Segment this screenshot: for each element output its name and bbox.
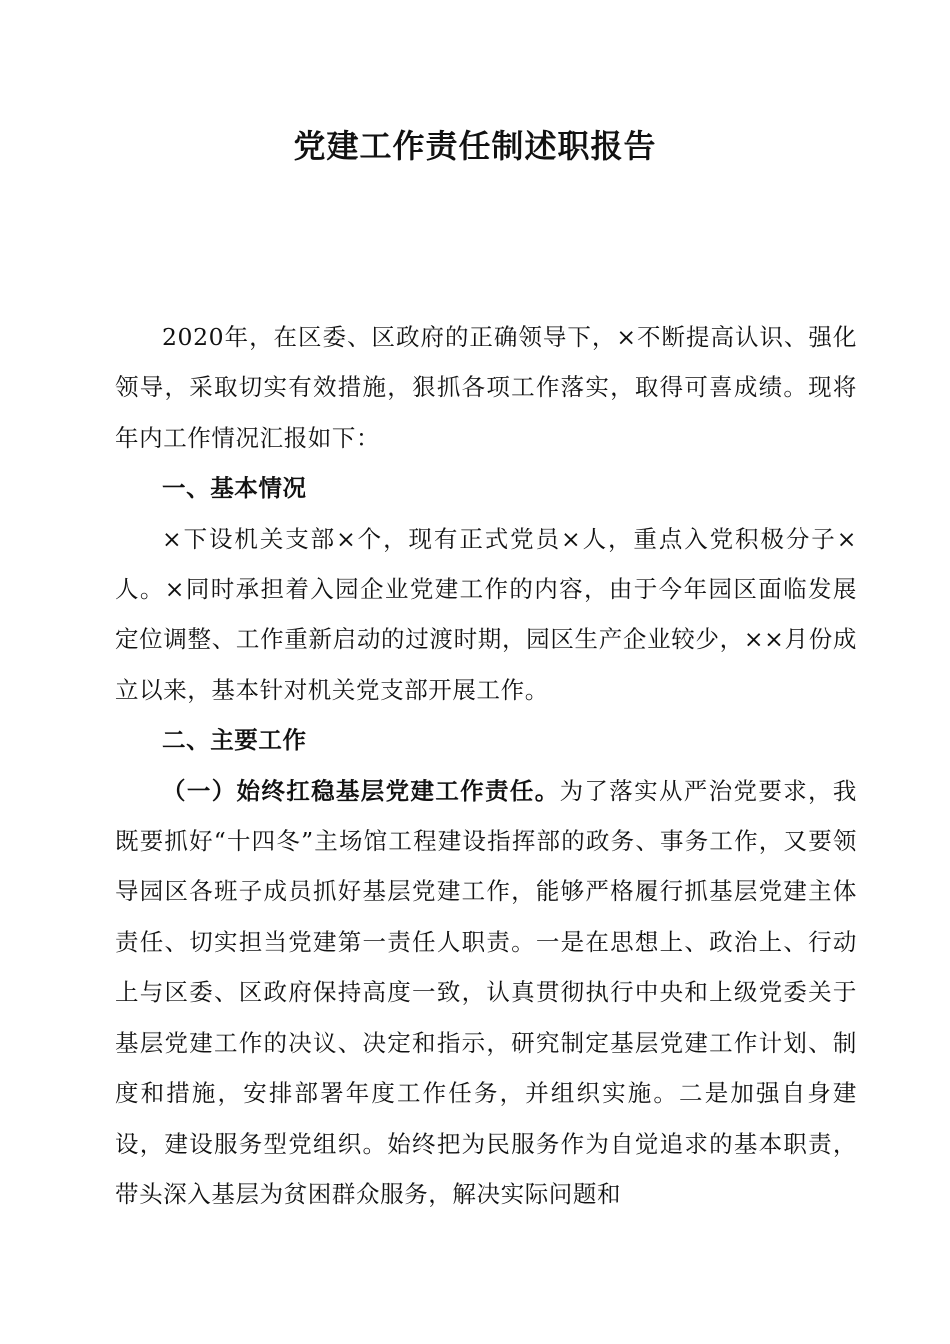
document-title: 党建工作责任制述职报告 (293, 127, 657, 165)
sub1-body: 为了落实从严治党要求，我既要抓好“十四冬”主场馆工程建设指挥部的政务、事务工作，又要领导园区各班子成员抓好基层党建工作，能够严格履行抓基层党建主体责任、切实担当党建第一责任人职责。一是在思想上、政治上、行动上与区委、区政府保持高度一致，认真贯彻执行中央和上级党委关于基层党建工作的决议、决定和指示，研究制定基层党建工作计划、制度和措施，安排部署年度工作任务，并组织实施。二是加强自身建设，建设服务型党组织。始终把为民服务作为自觉追求的基本职责，带头深入基层为贫困群众服务，解决实际问题和 (115, 776, 857, 1208)
section2-sub1-paragraph (115, 766, 857, 1220)
section1-paragraph: ×下设机关支部×个，现有正式党员×人，重点入党积极分子×人。×同时承担着入园企业党建工作的内容，由于今年园区面临发展定位调整、工作重新启动的过渡时期，园区生产企业较少，××月份成立以来，基本针对机关党支部开展工作。 (115, 524, 857, 704)
sub1-lead: （一）始终扛稳基层党建工作责任。 (162, 776, 560, 805)
document-body (115, 312, 857, 1219)
section-heading-basic-situation: 一、基本情况 (162, 474, 307, 503)
intro-paragraph: 2020年，在区委、区政府的正确领导下，×不断提高认识、强化领导，采取切实有效措施，狠抓各项工作落实，取得可喜成绩。现将年内工作情况汇报如下： (115, 323, 857, 452)
section-heading-main-work: 二、主要工作 (162, 726, 307, 755)
